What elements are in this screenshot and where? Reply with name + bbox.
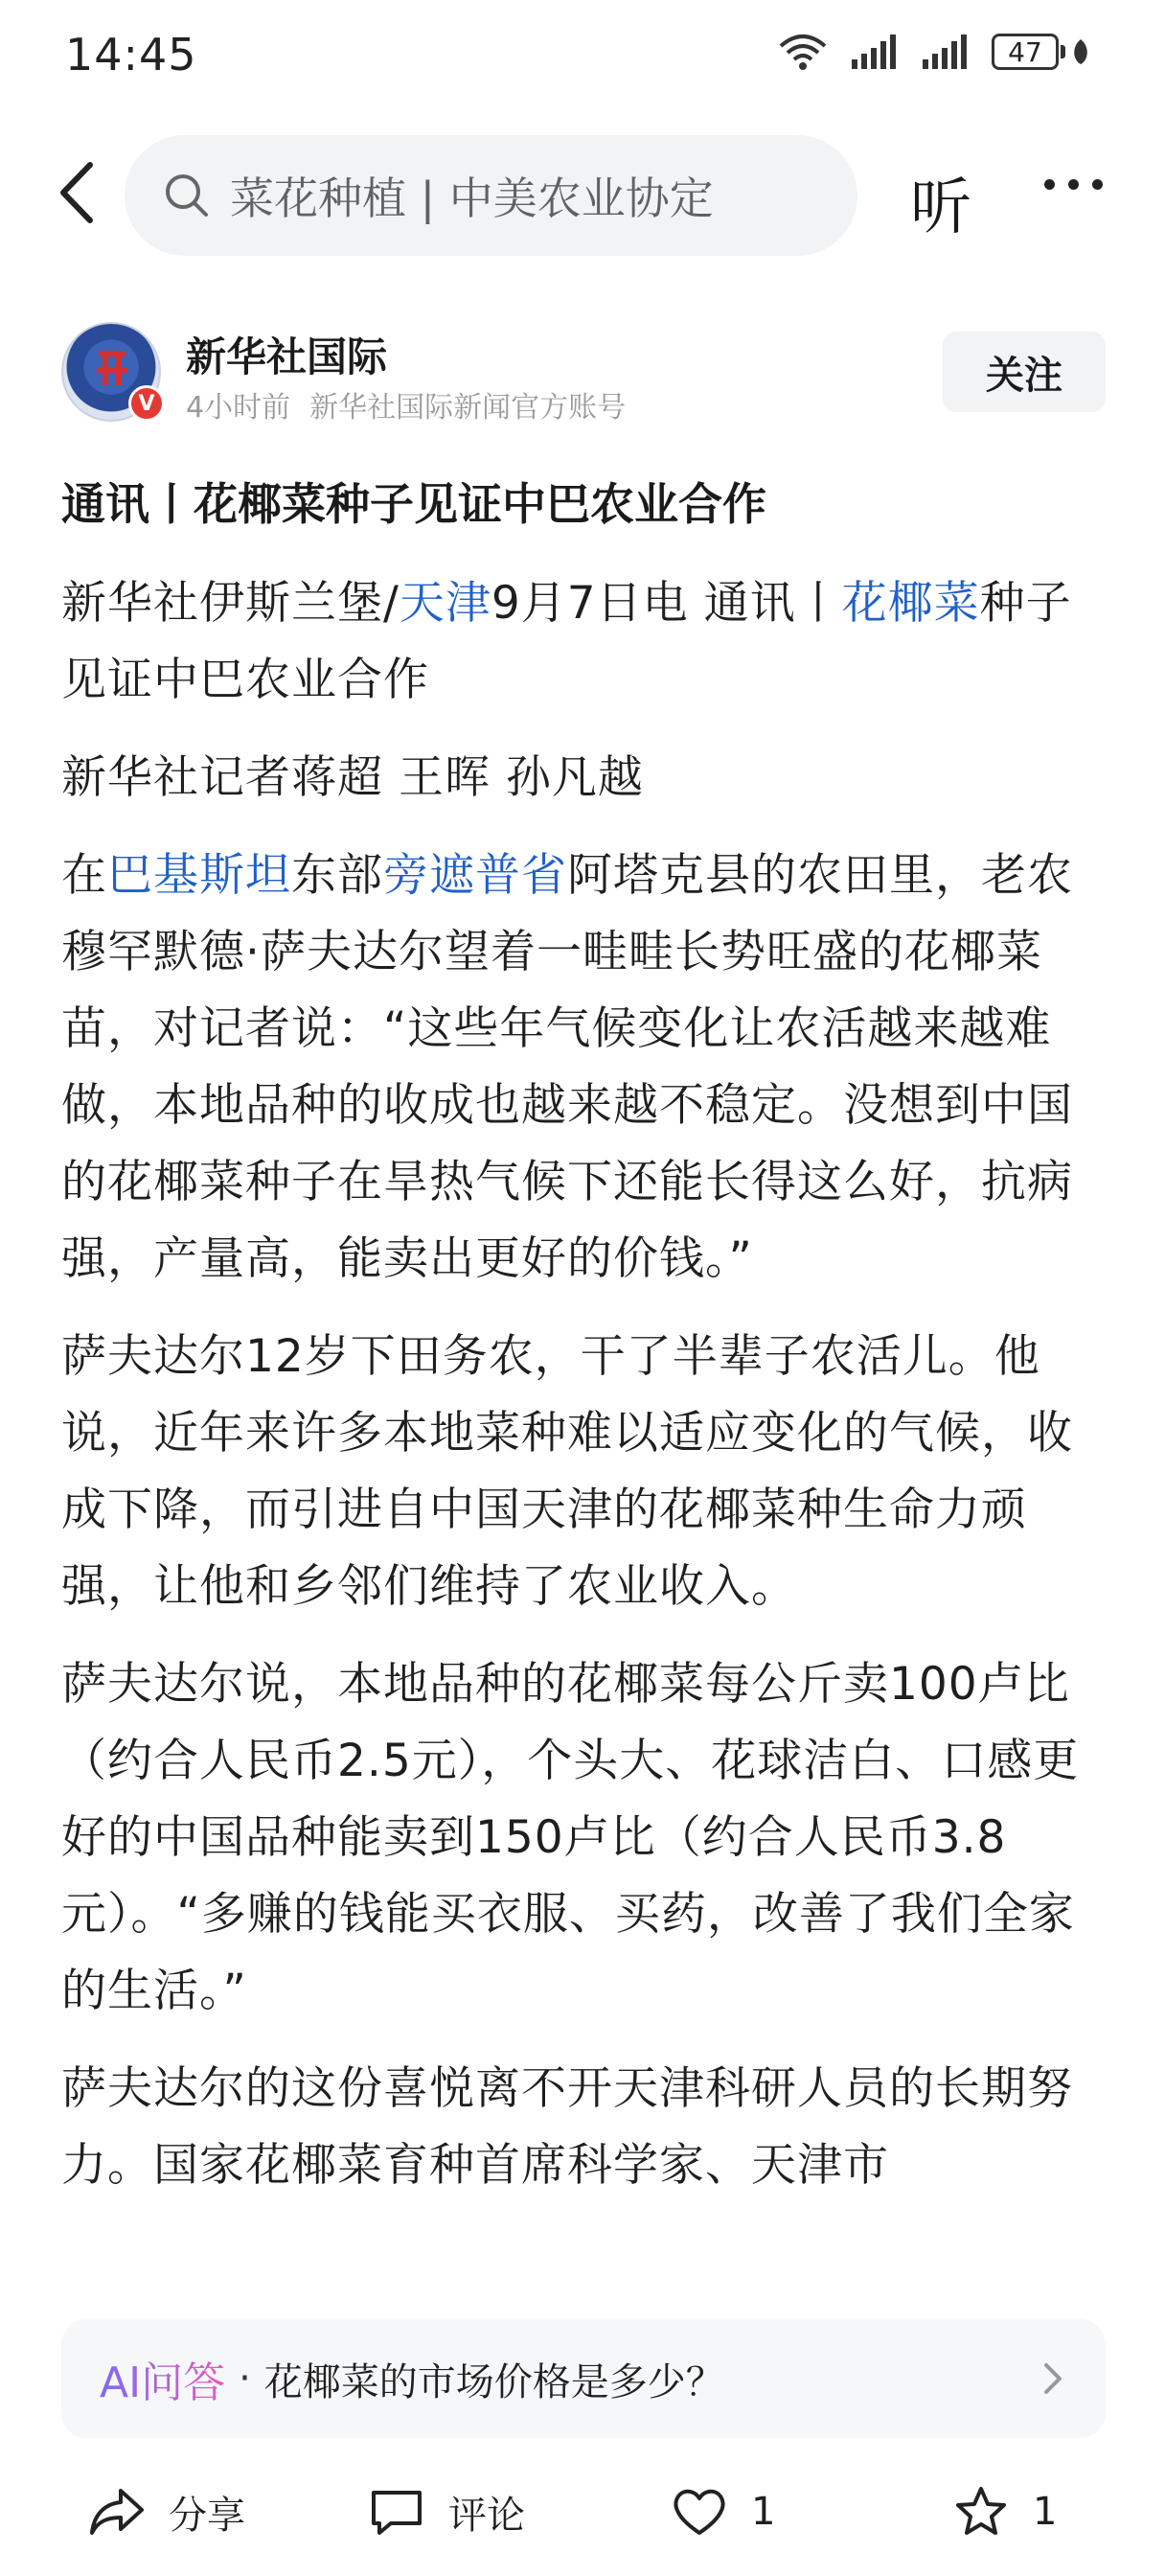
share-button[interactable]: [88, 2478, 245, 2545]
ai-question-bar[interactable]: [61, 2319, 1106, 2438]
heart-icon: [671, 2483, 728, 2541]
ai-question: 花椰菜的市场价格是多少？: [263, 2359, 724, 2404]
share-icon: [88, 2483, 146, 2541]
star-icon: [952, 2483, 1010, 2541]
link-punjab[interactable]: 旁遮普省: [383, 849, 567, 902]
battery-level: 47: [992, 34, 1059, 70]
search-input[interactable]: [125, 135, 857, 256]
comment-icon: [368, 2483, 425, 2541]
dateline-prefix: 新华社伊斯兰堡/: [61, 577, 400, 630]
link-pakistan[interactable]: 巴基斯坦: [107, 849, 291, 902]
signal-icon-1: [850, 33, 900, 71]
status-icons: [777, 33, 1090, 71]
article-dateline: [61, 565, 1115, 719]
like-button[interactable]: [671, 2478, 775, 2545]
author-description: 新华社国际新闻官方账号: [309, 391, 627, 425]
ai-separator: ·: [239, 2357, 251, 2401]
battery-indicator: [992, 34, 1090, 70]
more-dot-icon: [1044, 179, 1055, 190]
para1-mid: 东部: [291, 849, 383, 902]
favorite-button[interactable]: [952, 2478, 1057, 2545]
back-button[interactable]: [48, 154, 105, 231]
ai-tag: AI问答: [100, 2348, 225, 2409]
dateline-middle: 9月7日电 通讯丨: [491, 577, 842, 630]
dateline-suffix: 种子见证中巴农业合作: [61, 577, 1072, 706]
xinhua-logo-icon: [95, 347, 129, 391]
search-query: 菜花种植 | 中美农业协定: [230, 172, 714, 224]
favorite-count: 1: [1033, 2490, 1058, 2534]
follow-button[interactable]: 关注: [943, 332, 1106, 412]
bottom-action-bar: [0, 2453, 1165, 2576]
signal-icon-2: [921, 33, 971, 71]
author-name[interactable]: 新华社国际: [186, 334, 388, 380]
leaf-icon: [1071, 37, 1090, 66]
verified-badge: V: [128, 385, 165, 422]
article-byline: 新华社记者蒋超 王晖 孙凡越: [61, 751, 644, 804]
author-meta: [186, 383, 626, 426]
para1-pre: 在: [61, 849, 107, 902]
link-cauliflower[interactable]: 花椰菜: [841, 577, 980, 630]
listen-button[interactable]: 听: [910, 172, 971, 243]
link-tianjin[interactable]: 天津: [399, 577, 491, 630]
share-label: 分享: [169, 2493, 245, 2538]
content-fade: [0, 2262, 1165, 2319]
author-row: [61, 316, 1106, 431]
wifi-icon: [777, 33, 829, 71]
post-time: 4小时前: [186, 391, 291, 425]
article-paragraph-3: 萨夫达尔说，本地品种的花椰菜每公斤卖100卢比（约合人民币2.5元），个头大、花球洁白、口感更好的中国品种能卖到150卢比（约合人民币3.8元）。“多赚的钱能买衣服、买药，改善了我们全家的生活。”: [61, 1658, 1080, 2017]
article-body: [61, 470, 1115, 2225]
status-time: 14:45: [65, 29, 197, 80]
chevron-left-icon: [56, 159, 98, 226]
para1-post: 阿塔克县的农田里，老农穆罕默德·萨夫达尔望着一畦畦长势旺盛的花椰菜苗，对记者说：“这些年气候变化让农活越来越难做，本地品种的收成也越来越不稳定。没想到中国的花椰菜种子在旱热气候下还能长得这么好，抗病强，产量高，能卖出更好的价钱。”: [61, 849, 1073, 1285]
search-header: [0, 129, 1165, 254]
search-icon: [163, 172, 211, 219]
article-paragraph-4: 萨夫达尔的这份喜悦离不开天津科研人员的长期努力。国家花椰菜育种首席科学家、天津市: [61, 2062, 1073, 2192]
article-paragraph-1: [61, 838, 1115, 1298]
comment-label: 评论: [448, 2493, 525, 2538]
avatar[interactable]: [61, 322, 161, 422]
like-count: 1: [751, 2490, 776, 2534]
comment-button[interactable]: [368, 2478, 525, 2545]
article-title: 通讯丨花椰菜种子见证中巴农业合作: [61, 478, 766, 530]
more-dot-icon: [1068, 179, 1079, 190]
more-options-button[interactable]: [1044, 179, 1103, 190]
status-bar: [0, 0, 1165, 115]
more-dot-icon: [1092, 179, 1103, 190]
chevron-right-icon: [1033, 2359, 1071, 2398]
article-paragraph-2: 萨夫达尔12岁下田务农，干了半辈子农活儿。他说，近年来许多本地菜种难以适应变化的气候，收成下降，而引进自中国天津的花椰菜种生命力顽强，让他和乡邻们维持了农业收入。: [61, 1330, 1073, 1613]
